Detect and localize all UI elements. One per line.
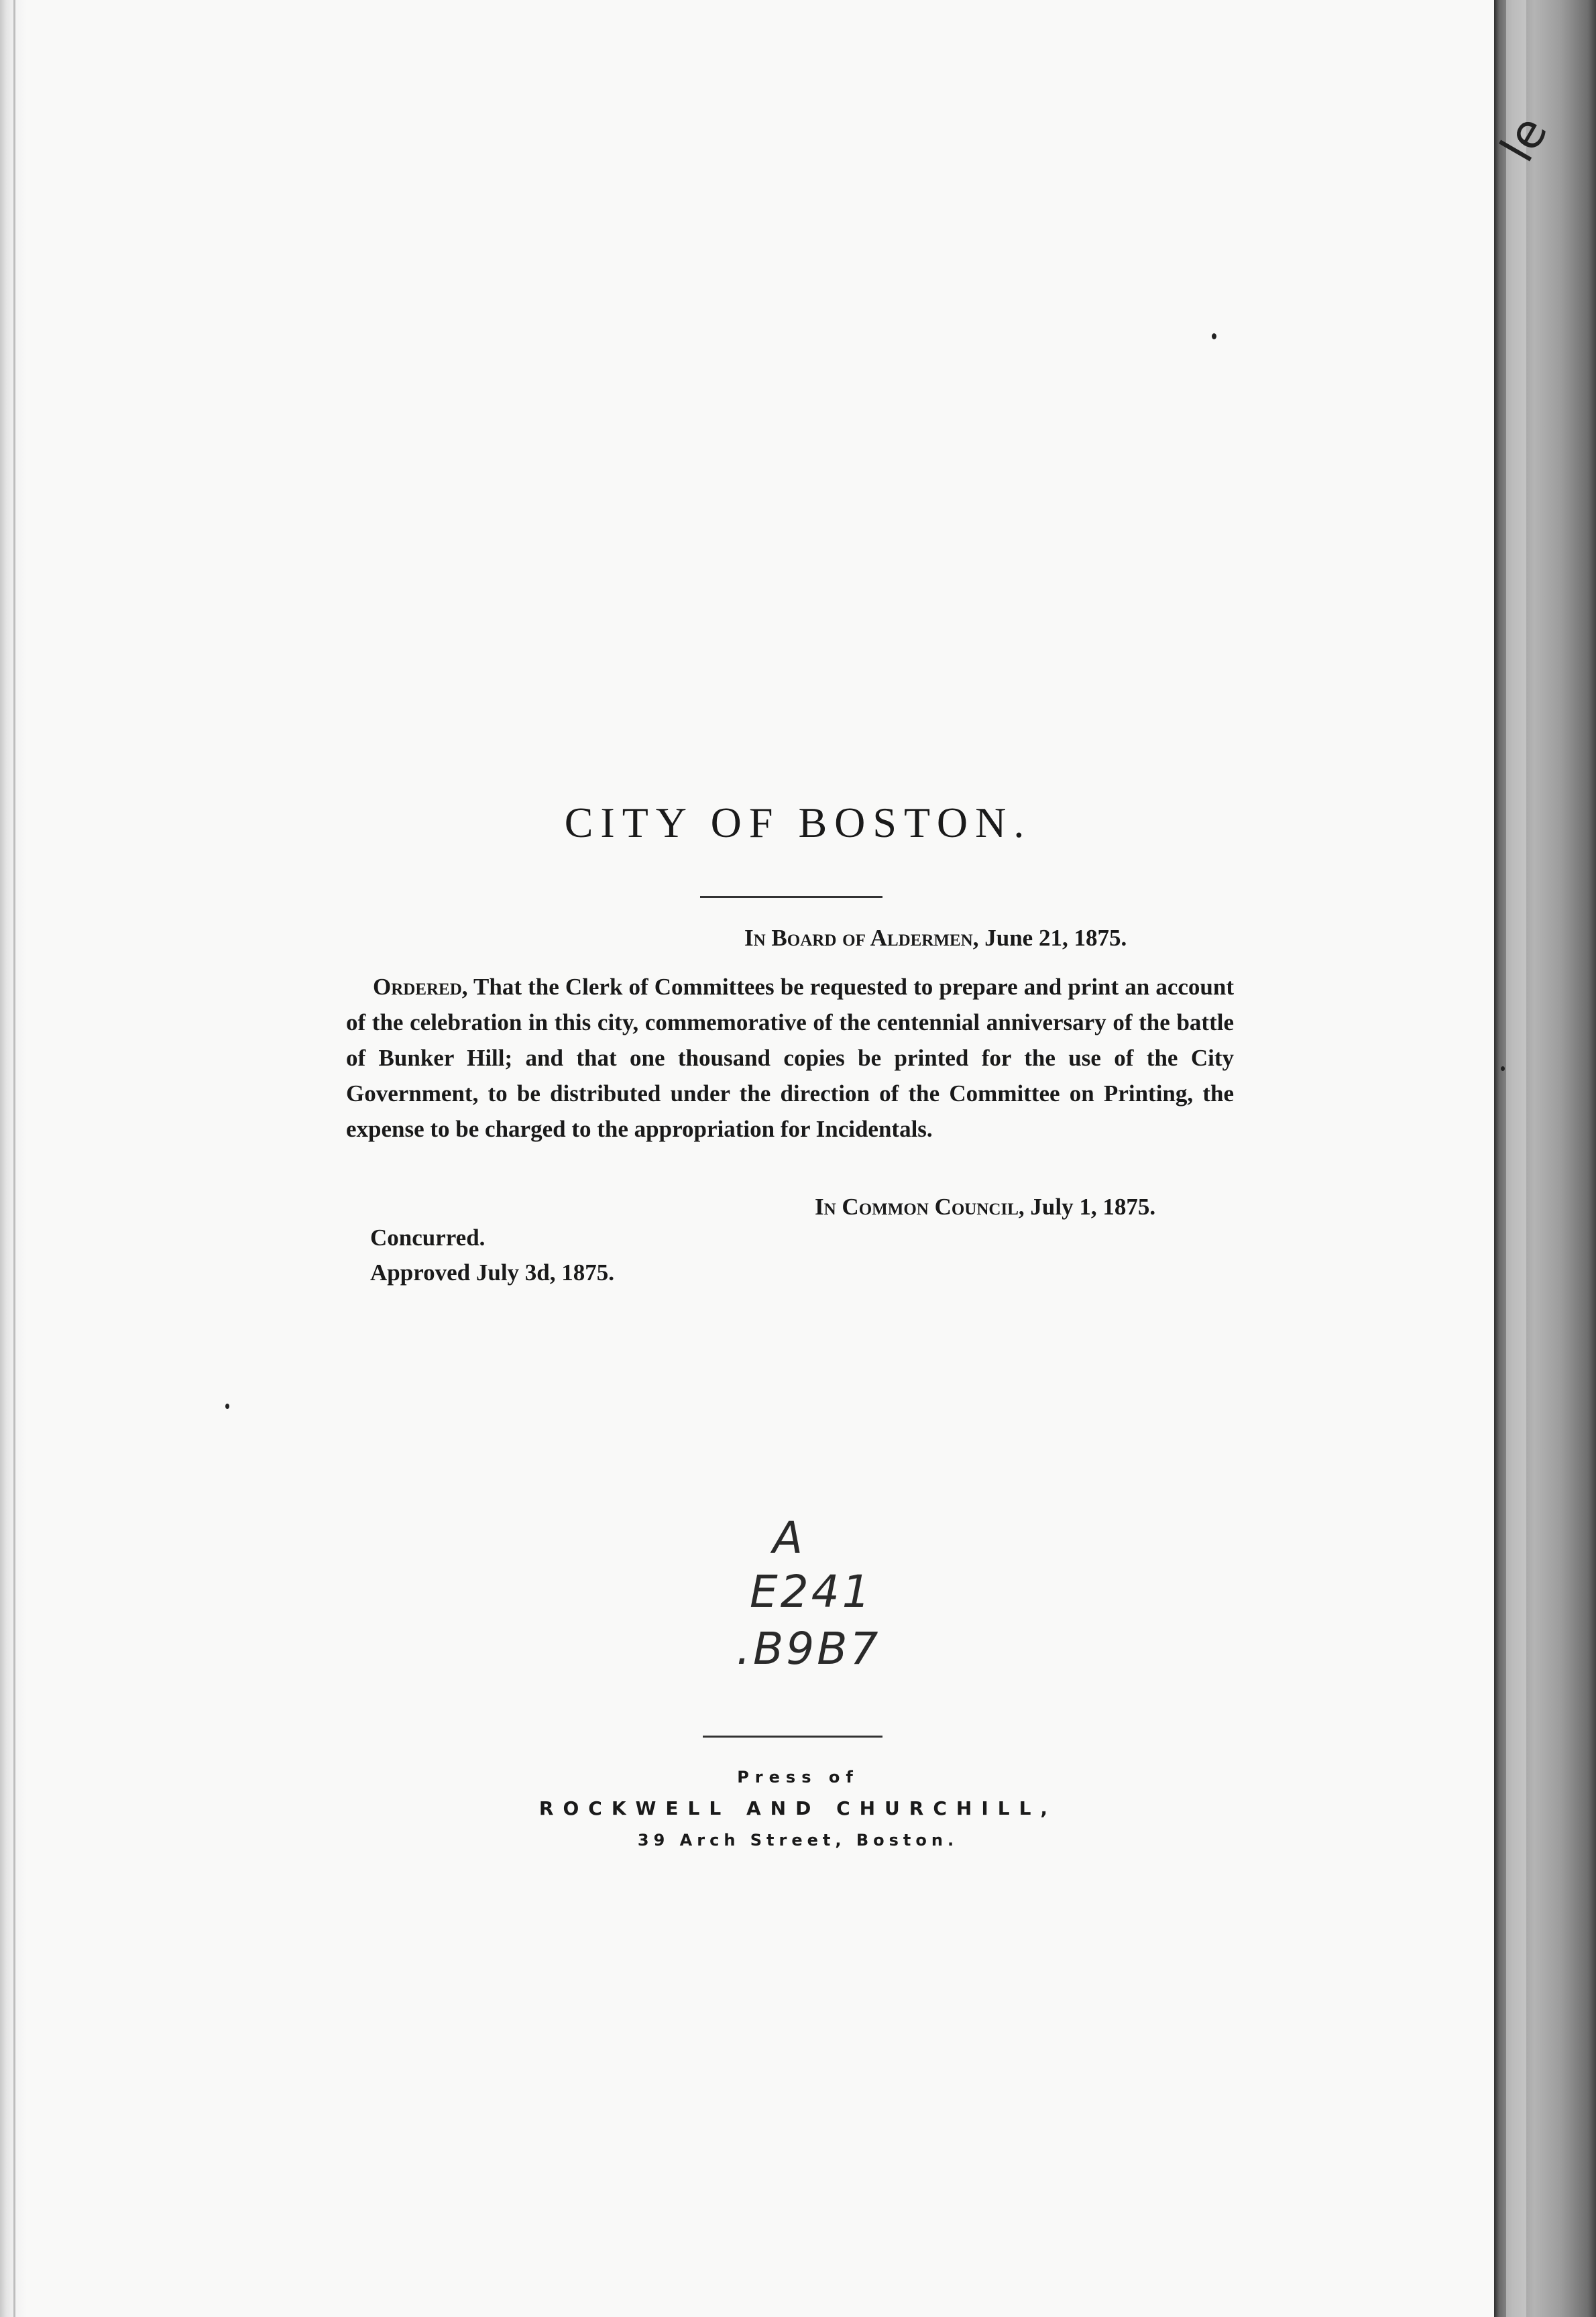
- imprint-publisher: ROCKWELL AND CHURCHILL,: [538, 1797, 1058, 1819]
- margin-note: le: [1489, 107, 1558, 171]
- title-rule: [700, 896, 882, 898]
- board-line: [744, 925, 1127, 952]
- council-line: [815, 1194, 1155, 1221]
- call-number-line1: A: [773, 1512, 806, 1564]
- page-left-edge: [0, 0, 27, 2317]
- imprint-press: Press of: [737, 1768, 859, 1787]
- approved-text: Approved July 3d, 1875.: [370, 1259, 615, 1286]
- order-paragraph: [346, 969, 1234, 1147]
- imprint-address: 39 Arch Street, Boston.: [637, 1831, 959, 1850]
- concurred-text: Concurred.: [370, 1225, 486, 1251]
- call-number-line2: E241: [750, 1566, 873, 1618]
- ink-speck: [1212, 333, 1216, 339]
- council-heading: In Common Council,: [815, 1194, 1025, 1220]
- board-heading: In Board of Aldermen,: [744, 925, 979, 951]
- board-date: June 21, 1875.: [984, 925, 1127, 951]
- book-binding: [1494, 0, 1596, 2317]
- council-date: July 1, 1875.: [1030, 1194, 1156, 1220]
- ink-speck: [225, 1404, 229, 1409]
- imprint-rule: [703, 1736, 882, 1738]
- page-title: CITY OF BOSTON.: [564, 799, 1032, 846]
- call-number-line3: .B9B7: [736, 1623, 881, 1675]
- order-lead: Ordered,: [373, 974, 468, 1000]
- order-text: That the Clerk of Committees be requested to prepare and print an account of the celebration in this city, commemorative of the centennial anniversary of the battle of Bunker Hill; and that one thousand copies be printed for the use of the City Government, to be distributed under the direction of the Committee on Printing, the expense to be charged to the appropriation for Incidentals.: [346, 974, 1234, 1142]
- ink-speck: [1501, 1066, 1505, 1071]
